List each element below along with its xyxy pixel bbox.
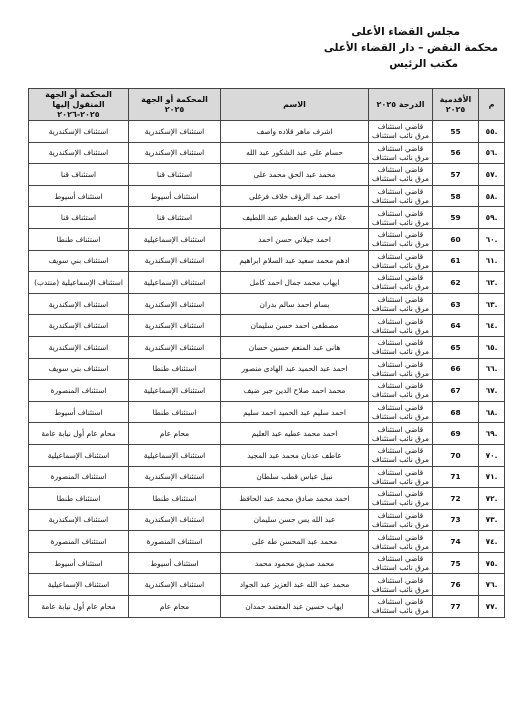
row-number: .٦٥ [479, 336, 505, 358]
court-new-cell: استئناف الإسماعيلية [29, 444, 129, 466]
table-row [29, 574, 505, 596]
table-row [29, 228, 505, 250]
table-row [29, 488, 505, 510]
name-cell: ايهاب حسين عبد المعتمد حمدان [221, 596, 369, 618]
name-cell: محمد احمد صلاح الدين جبر ضيف [221, 380, 369, 402]
name-cell: نبيل عباس قطب سلطان [221, 466, 369, 488]
degree-cell: قاضي استئناف مرق نائب استئناف [369, 121, 433, 143]
name-cell: عبد الله يس حسن سليمان [221, 509, 369, 531]
table-row [29, 272, 505, 294]
court-current-cell: استئناف أسيوط [129, 552, 221, 574]
seniority-cell: 67 [433, 380, 479, 402]
council-title: مجلس القضاء الأعلى [351, 26, 460, 38]
row-number: .٧٠ [479, 444, 505, 466]
degree-cell: قاضي استئناف مرق نائب استئناف [369, 336, 433, 358]
court-current-cell: استئناف الإسكندرية [129, 574, 221, 596]
court-new-cell: استئناف الإسماعيلية [29, 574, 129, 596]
degree-cell: قاضي استئناف مرق نائب استئناف [369, 380, 433, 402]
court-new-cell: استئناف الإسكندرية [29, 509, 129, 531]
seniority-cell: 62 [433, 272, 479, 294]
row-number: .٥٧ [479, 164, 505, 186]
degree-cell: قاضي استئناف مرق نائب استئناف [369, 250, 433, 272]
seniority-cell: 73 [433, 509, 479, 531]
court-current-cell: استئناف المنصورة [129, 531, 221, 553]
degree-cell: قاضي استئناف مرق نائب استئناف [369, 185, 433, 207]
degree-cell: قاضي استئناف مرق نائب استئناف [369, 315, 433, 337]
degree-cell: قاضي استئناف مرق نائب استئناف [369, 509, 433, 531]
court-new-cell: استئناف قنا [29, 164, 129, 186]
row-number: .٥٩ [479, 207, 505, 229]
seniority-cell: 77 [433, 596, 479, 618]
seniority-cell: 68 [433, 401, 479, 423]
seniority-cell: 76 [433, 574, 479, 596]
seniority-cell: 63 [433, 293, 479, 315]
row-number: .٦٧ [479, 380, 505, 402]
table-row [29, 207, 505, 229]
degree-cell: قاضي استئناف مرق نائب استئناف [369, 552, 433, 574]
court-new-cell: استئناف المنصورة [29, 466, 129, 488]
court-current-cell: استئناف الإسكندرية [129, 315, 221, 337]
court-current-cell: استئناف طنطا [129, 488, 221, 510]
name-cell: احمد محمد صادق محمد عبد الحافظ [221, 488, 369, 510]
table-row [29, 185, 505, 207]
col-header-court-current: المحكمة أو الجهة ٢٠٢٥ [129, 89, 221, 121]
table-row [29, 531, 505, 553]
table-row [29, 380, 505, 402]
col-header-num: م [479, 89, 505, 121]
name-cell: بسام احمد سالم بدران [221, 293, 369, 315]
col-header-seniority: الأقدمية ٢٠٢٥ [433, 89, 479, 121]
degree-cell: قاضي استئناف مرق نائب استئناف [369, 358, 433, 380]
seniority-cell: 70 [433, 444, 479, 466]
col-header-name: الاسم [221, 89, 369, 121]
seniority-cell: 57 [433, 164, 479, 186]
seniority-cell: 58 [433, 185, 479, 207]
degree-cell: قاضي استئناف مرق نائب استئناف [369, 272, 433, 294]
name-cell: احمد محمد عطيه عبد العليم [221, 423, 369, 445]
court-new-cell: استئناف أسيوط [29, 185, 129, 207]
degree-cell: قاضي استئناف مرق نائب استئناف [369, 488, 433, 510]
row-number: .٦٢ [479, 272, 505, 294]
table-row [29, 164, 505, 186]
court-current-cell: استئناف طنطا [129, 358, 221, 380]
document-header [198, 24, 498, 72]
seniority-cell: 75 [433, 552, 479, 574]
court-new-cell: استئناف طنطا [29, 488, 129, 510]
degree-cell: قاضي استئناف مرق نائب استئناف [369, 531, 433, 553]
name-cell: احمد عبد الحميد عبد الهادى منصور [221, 358, 369, 380]
court-current-cell: استئناف قنا [129, 207, 221, 229]
table-row [29, 552, 505, 574]
degree-cell: قاضي استئناف مرق نائب استئناف [369, 293, 433, 315]
name-cell: احمد سليم عبد الحميد احمد سليم [221, 401, 369, 423]
court-new-cell: محام عام أول نيابة عامة [29, 596, 129, 618]
table-row [29, 423, 505, 445]
row-number: .٦٠ [479, 228, 505, 250]
court-new-cell: استئناف الإسماعيلية (منتدب) [29, 272, 129, 294]
degree-cell: قاضي استئناف مرق نائب استئناف [369, 466, 433, 488]
court-current-cell: استئناف الإسكندرية [129, 142, 221, 164]
seniority-cell: 69 [433, 423, 479, 445]
court-new-cell: استئناف طنطا [29, 228, 129, 250]
name-cell: احمد عبد الرؤف خلاف فرغلى [221, 185, 369, 207]
seniority-cell: 59 [433, 207, 479, 229]
court-current-cell: استئناف الإسماعيلية [129, 272, 221, 294]
row-number: .٥٨ [479, 185, 505, 207]
name-cell: اشرف ماهر قلاده واصف [221, 121, 369, 143]
court-current-cell: استئناف الإسكندرية [129, 466, 221, 488]
table-row [29, 444, 505, 466]
row-number: .٧٣ [479, 509, 505, 531]
seniority-cell: 56 [433, 142, 479, 164]
name-cell: ايهاب محمد جمال احمد كامل [221, 272, 369, 294]
row-number: .٥٥ [479, 121, 505, 143]
seniority-cell: 60 [433, 228, 479, 250]
seniority-cell: 72 [433, 488, 479, 510]
court-new-cell: استئناف بني سويف [29, 358, 129, 380]
seniority-cell: 74 [433, 531, 479, 553]
court-new-cell: استئناف المنصورة [29, 531, 129, 553]
col-header-degree: الدرجة ٢٠٢٥ [369, 89, 433, 121]
court-current-cell: استئناف الإسكندرية [129, 250, 221, 272]
name-cell: عاطف عدنان محمد عبد المجيد [221, 444, 369, 466]
table-row [29, 336, 505, 358]
row-number: .٦١ [479, 250, 505, 272]
degree-cell: قاضي استئناف مرق نائب استئناف [369, 423, 433, 445]
court-current-cell: محام عام [129, 596, 221, 618]
name-cell: هانى عبد المنعم حسين حسان [221, 336, 369, 358]
judges-table [28, 88, 505, 618]
row-number: .٥٦ [479, 142, 505, 164]
court-current-cell: محام عام [129, 423, 221, 445]
court-current-cell: استئناف الإسكندرية [129, 293, 221, 315]
office-title: مكتب الرئيس [389, 58, 458, 70]
name-cell: محمد صديق محمود محمد [221, 552, 369, 574]
row-number: .٧٦ [479, 574, 505, 596]
court-new-cell: استئناف قنا [29, 207, 129, 229]
court-current-cell: استئناف الإسماعيلية [129, 444, 221, 466]
name-cell: احمد جيلاني حسن احمد [221, 228, 369, 250]
row-number: .٧١ [479, 466, 505, 488]
table-row [29, 142, 505, 164]
seniority-cell: 55 [433, 121, 479, 143]
degree-cell: قاضي استئناف مرق نائب استئناف [369, 401, 433, 423]
name-cell: محمد عبد الحق محمد على [221, 164, 369, 186]
row-number: .٧٤ [479, 531, 505, 553]
court-title: محكمة النقض – دار القضاء الأعلى [323, 42, 498, 54]
court-current-cell: استئناف قنا [129, 164, 221, 186]
court-new-cell: استئناف أسيوط [29, 552, 129, 574]
col-header-court-new: المحكمة أو الجهة المنقول إليها ٢٠٢٥-٢٠٢٦ [29, 89, 129, 121]
row-number: .٦٨ [479, 401, 505, 423]
court-current-cell: استئناف طنطا [129, 401, 221, 423]
court-new-cell: استئناف المنصورة [29, 380, 129, 402]
table-row [29, 293, 505, 315]
degree-cell: قاضي استئناف مرق نائب استئناف [369, 596, 433, 618]
degree-cell: قاضي استئناف مرق نائب استئناف [369, 574, 433, 596]
degree-cell: قاضي استئناف مرق نائب استئناف [369, 444, 433, 466]
row-number: .٦٩ [479, 423, 505, 445]
court-current-cell: استئناف الإسماعيلية [129, 380, 221, 402]
court-current-cell: استئناف الإسكندرية [129, 509, 221, 531]
degree-cell: قاضي استئناف مرق نائب استئناف [369, 164, 433, 186]
table-row [29, 315, 505, 337]
seniority-cell: 71 [433, 466, 479, 488]
court-current-cell: استئناف الإسكندرية [129, 336, 221, 358]
court-new-cell: استئناف الإسكندرية [29, 293, 129, 315]
name-cell: مصطفى احمد حسن سليمان [221, 315, 369, 337]
court-new-cell: استئناف الإسكندرية [29, 336, 129, 358]
court-new-cell: استئناف الإسكندرية [29, 121, 129, 143]
degree-cell: قاضي استئناف مرق نائب استئناف [369, 207, 433, 229]
table-row [29, 250, 505, 272]
degree-cell: قاضي استئناف مرق نائب استئناف [369, 228, 433, 250]
court-current-cell: استئناف الإسماعيلية [129, 228, 221, 250]
court-new-cell: محام عام أول نيابة عامة [29, 423, 129, 445]
table-row [29, 121, 505, 143]
table-row [29, 401, 505, 423]
name-cell: ادهم محمد سعيد عبد السلام ابراهيم [221, 250, 369, 272]
row-number: .٦٤ [479, 315, 505, 337]
court-current-cell: استئناف أسيوط [129, 185, 221, 207]
table-row [29, 509, 505, 531]
name-cell: محمد عبد الله عبد العزيز عبد الجواد [221, 574, 369, 596]
seniority-cell: 65 [433, 336, 479, 358]
row-number: .٧٢ [479, 488, 505, 510]
table-row [29, 358, 505, 380]
seniority-cell: 66 [433, 358, 479, 380]
row-number: .٦٣ [479, 293, 505, 315]
row-number: .٦٦ [479, 358, 505, 380]
name-cell: محمد عبد المحسن طه على [221, 531, 369, 553]
table-header-row [29, 89, 505, 121]
degree-cell: قاضي استئناف مرق نائب استئناف [369, 142, 433, 164]
court-new-cell: استئناف الإسكندرية [29, 315, 129, 337]
table-body [29, 121, 505, 618]
name-cell: علاء رجب عبد العظيم عبد اللطيف [221, 207, 369, 229]
name-cell: حسام على عبد الشكور عبد الله [221, 142, 369, 164]
table-row [29, 596, 505, 618]
row-number: .٧٧ [479, 596, 505, 618]
table-row [29, 466, 505, 488]
court-current-cell: استئناف الإسكندرية [129, 121, 221, 143]
court-new-cell: استئناف الإسكندرية [29, 142, 129, 164]
seniority-cell: 61 [433, 250, 479, 272]
seniority-cell: 64 [433, 315, 479, 337]
court-new-cell: استئناف بني سويف [29, 250, 129, 272]
row-number: .٧٥ [479, 552, 505, 574]
court-new-cell: استئناف أسيوط [29, 401, 129, 423]
